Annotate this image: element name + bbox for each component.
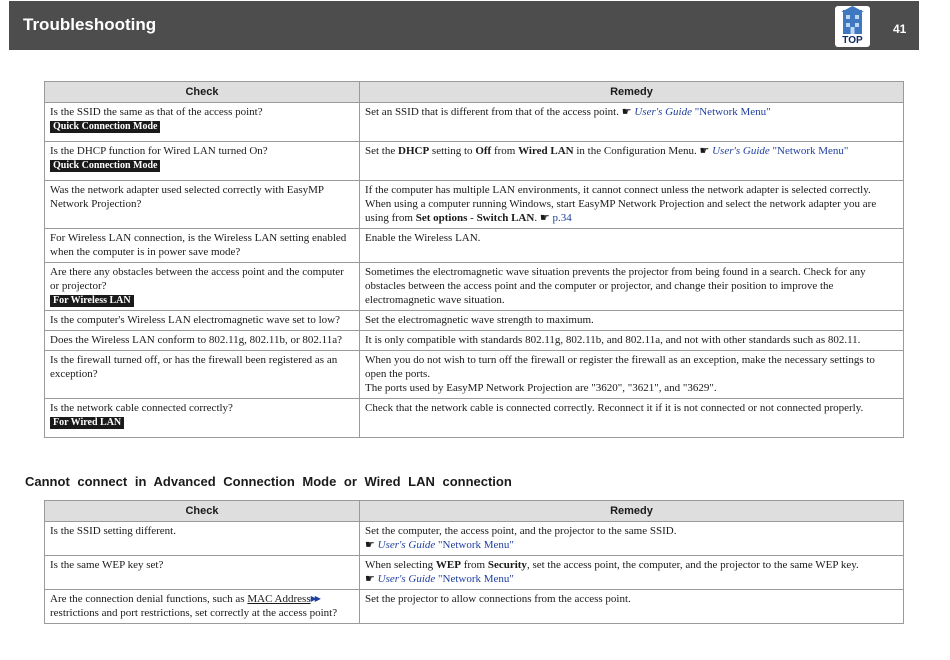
remedy-cell: Set the projector to allow connections from the access point.: [360, 590, 904, 624]
page-title: Troubleshooting: [23, 15, 157, 34]
table-header-row: [45, 82, 904, 103]
pointing-hand-icon: ☛: [365, 538, 375, 551]
remedy-cell: Set the computer, the access point, and the projector to the same SSID. ☛ User's Guide "Network Menu": [360, 522, 904, 556]
check-text: Are there any obstacles between the access point and the computer or projector?: [50, 266, 344, 292]
table-row: [45, 331, 904, 351]
page-link[interactable]: p.34: [552, 212, 572, 224]
remedy-cell: Sometimes the electromagnetic wave situation prevents the projector from being found in a search. Check for any obstacles between the access point and the computer or projector, and change their position to improve the electromagnetic wave situation.: [360, 263, 904, 311]
check-text: Is the DHCP function for Wired LAN turned On?: [50, 145, 268, 157]
pointing-hand-icon: ☛: [699, 144, 710, 157]
mode-badge: Quick Connection Mode: [50, 160, 160, 172]
users-guide-link[interactable]: User's Guide "Network Menu": [712, 145, 849, 157]
top-button[interactable]: [835, 6, 870, 47]
remedy-cell: When you do not wish to turn off the firewall or register the firewall as an exception, make the necessary settings to open the ports. The ports used by EasyMP Network Projection are "3620", "3621", and "3629".: [360, 351, 904, 399]
check-cell: [45, 142, 360, 181]
check-cell: Is the same WEP key set?: [45, 556, 360, 590]
mode-badge: For Wired LAN: [50, 417, 124, 429]
page-number: 41: [893, 22, 907, 36]
pointing-hand-icon: ☛: [621, 105, 632, 118]
check-cell: Is the computer's Wireless LAN electromagnetic wave set to low?: [45, 311, 360, 331]
column-header-check: Check: [45, 501, 360, 522]
mac-address-glossary-link[interactable]: MAC Address: [247, 593, 311, 605]
table-row: [45, 229, 904, 263]
column-header-remedy: Remedy: [360, 82, 904, 103]
column-header-remedy: Remedy: [360, 501, 904, 522]
check-cell: For Wireless LAN connection, is the Wireless LAN setting enabled when the computer is in power save mode?: [45, 229, 360, 263]
users-guide-link[interactable]: User's Guide "Network Menu": [634, 106, 771, 118]
remedy-text: Set an SSID that is different from that of the access point.: [365, 106, 622, 118]
table-header-row: [45, 501, 904, 522]
glossary-arrow-icon[interactable]: ▶▶: [310, 594, 319, 603]
remedy-cell: It is only compatible with standards 802.11g, 802.11b, and 802.11a, and not with other standards such as 802.11.: [360, 331, 904, 351]
users-guide-link[interactable]: User's Guide "Network Menu": [377, 539, 514, 551]
table-row: [45, 181, 904, 229]
check-cell: [45, 103, 360, 142]
check-cell: [45, 263, 360, 311]
table-row: [45, 311, 904, 331]
column-header-check: Check: [45, 82, 360, 103]
users-guide-link[interactable]: User's Guide "Network Menu": [377, 573, 514, 585]
table-row: [45, 142, 904, 181]
advanced-connection-table: [44, 500, 904, 624]
remedy-cell: Check that the network cable is connected correctly. Reconnect it if it is not connected or not connected properly.: [360, 399, 904, 438]
check-cell: Does the Wireless LAN conform to 802.11g, 802.11b, or 802.11a?: [45, 331, 360, 351]
table-row: [45, 522, 904, 556]
table-row: [45, 351, 904, 399]
table-row: [45, 556, 904, 590]
remedy-cell: Set the electromagnetic wave strength to maximum.: [360, 311, 904, 331]
check-cell: Are the connection denial functions, such as MAC Address▶▶ restrictions and port restrictions, set correctly at the access point?: [45, 590, 360, 624]
check-cell: Is the SSID setting different.: [45, 522, 360, 556]
remedy-cell: When selecting WEP from Security, set the access point, the computer, and the projector to the same WEP key. ☛ User's Guide "Network Menu": [360, 556, 904, 590]
section-heading: Cannot connect in Advanced Connection Mode or Wired LAN connection: [25, 474, 512, 489]
remedy-cell: [360, 103, 904, 142]
remedy-cell: Enable the Wireless LAN.: [360, 229, 904, 263]
table-row: [45, 103, 904, 142]
table-row: [45, 399, 904, 438]
remedy-cell: Set the DHCP setting to Off from Wired LAN in the Configuration Menu. ☛ User's Guide "Network Menu": [360, 142, 904, 181]
check-cell: Was the network adapter used selected correctly with EasyMP Network Projection?: [45, 181, 360, 229]
check-text: Is the SSID the same as that of the access point?: [50, 106, 263, 118]
mode-badge: Quick Connection Mode: [50, 121, 160, 133]
check-cell: [45, 399, 360, 438]
pointing-hand-icon: ☛: [365, 572, 375, 585]
pointing-hand-icon: ☛: [539, 211, 550, 224]
check-text: Is the network cable connected correctly?: [50, 402, 233, 414]
top-label[interactable]: TOP: [842, 35, 863, 46]
remedy-cell: If the computer has multiple LAN environments, it cannot connect unless the network adapter is selected correctly. When using a computer running Windows, start EasyMP Network Projection and select the network adapter you are using from Set options - Switch LAN. ☛ p.34: [360, 181, 904, 229]
mode-badge: For Wireless LAN: [50, 295, 134, 307]
troubleshooting-table: [44, 81, 904, 438]
table-row: [45, 263, 904, 311]
check-cell: Is the firewall turned off, or has the firewall been registered as an exception?: [45, 351, 360, 399]
table-row: [45, 590, 904, 624]
page-header: [9, 1, 919, 50]
